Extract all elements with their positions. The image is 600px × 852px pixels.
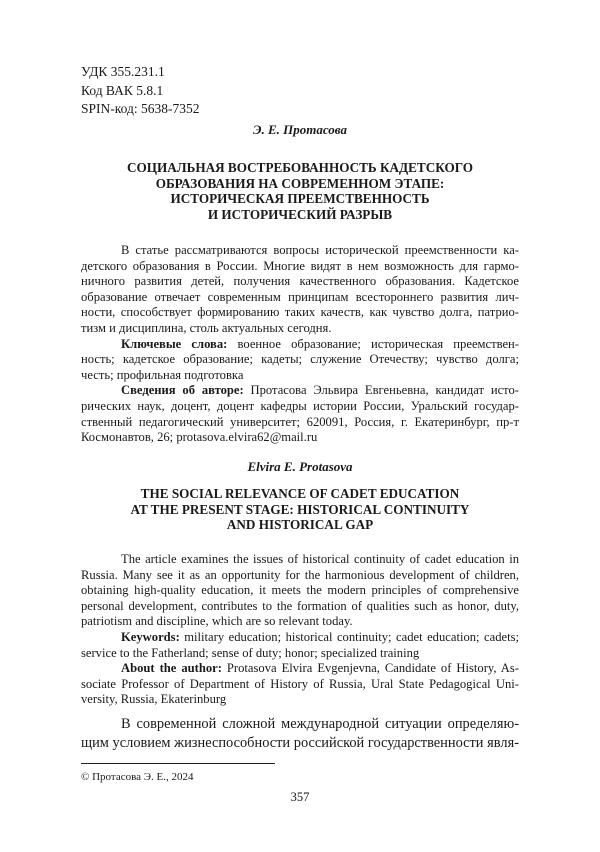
keywords-line: честь; профильная подготовка	[81, 368, 519, 384]
abstract-en	[81, 552, 519, 708]
author-info-label: Сведения об авторе:	[121, 383, 244, 397]
author-info-label: About the author:	[121, 661, 222, 675]
title-line: СОЦИАЛЬНАЯ ВОСТРЕБОВАННОСТЬ КАДЕТСКОГО	[0, 160, 600, 176]
abstract-ru	[81, 243, 519, 446]
article-title-ru	[0, 160, 600, 222]
keywords-text: военное образование; историческая преемствен-	[227, 337, 519, 351]
title-line: AND HISTORICAL GAP	[0, 517, 600, 533]
abstract-line: В статье рассматриваются вопросы исторической преемственности ка-	[81, 243, 519, 259]
author-info-en	[81, 661, 519, 677]
classification-codes	[81, 63, 199, 119]
title-line: AT THE PRESENT STAGE: HISTORICAL CONTINUITY	[0, 502, 600, 518]
author-info-line: Космонавтов, 26; protasova.elvira62@mail.ru	[81, 430, 519, 446]
abstract-line: детского образования в России. Многие видят в нем возможность для гармо-	[81, 259, 519, 275]
footnote-divider	[81, 763, 275, 764]
vak-code: Код ВАК 5.8.1	[81, 82, 199, 101]
abstract-line: The article examines the issues of historical continuity of cadet education in	[81, 552, 519, 568]
title-line: ОБРАЗОВАНИЯ НА СОВРЕМЕННОМ ЭТАПЕ:	[0, 176, 600, 192]
title-line: THE SOCIAL RELEVANCE OF CADET EDUCATION	[0, 486, 600, 502]
author-info-text: Protasova Elvira Evgenjevna, Candidate of History, As-	[222, 661, 519, 675]
keywords-label: Keywords:	[121, 630, 180, 644]
abstract-line: obtaining high-quality education, it meets the modern principles of comprehensive	[81, 583, 519, 599]
author-name-en: Elvira E. Protasova	[0, 459, 600, 475]
udc-code: УДК 355.231.1	[81, 63, 199, 82]
author-info-ru	[81, 383, 519, 399]
keywords-ru	[81, 337, 519, 353]
title-line: ИСТОРИЧЕСКАЯ ПРЕЕМСТВЕННОСТЬ	[0, 191, 600, 207]
body-line: щим условием жизнеспособности российской государственности явля-	[81, 734, 519, 753]
author-info-text: Протасова Эльвира Евгеньевна, кандидат исто-	[244, 383, 519, 397]
body-paragraph	[81, 715, 519, 753]
abstract-line: тизм и дисциплина, столь актуальных сегодня.	[81, 321, 519, 337]
article-page	[0, 0, 600, 852]
abstract-line: personal development, contributes to the formation of qualities such as honor, duty,	[81, 599, 519, 615]
body-line: В современной сложной международной ситуации определяю-	[81, 715, 519, 734]
page-number: 357	[0, 790, 600, 805]
keywords-line: service to the Fatherland; sense of duty; honor; specialized training	[81, 646, 519, 662]
keywords-en	[81, 630, 519, 646]
spin-code: SPIN-код: 5638-7352	[81, 100, 199, 119]
keywords-label: Ключевые слова:	[121, 337, 227, 351]
author-info-line: versity, Russia, Ekaterinburg	[81, 692, 519, 708]
article-title-en	[0, 486, 600, 533]
abstract-line: ности, способствует формированию таких качеств, как чувство долга, патрио-	[81, 305, 519, 321]
author-name-ru: Э. Е. Протасова	[0, 122, 600, 138]
abstract-line: образование отвечает современным принципам всестороннего развития лич-	[81, 290, 519, 306]
author-info-line: рических наук, доцент, доцент кафедры истории России, Уральский государ-	[81, 399, 519, 415]
keywords-text: military education; historical continuity; cadet education; cadets;	[180, 630, 519, 644]
author-info-line: ственный педагогический университет; 620091, Россия, г. Екатеринбург, пр-т	[81, 415, 519, 431]
abstract-line: ничного развития детей, получения качественного образования. Кадетское	[81, 274, 519, 290]
abstract-line: patriotism and discipline, which are so relevant today.	[81, 614, 519, 630]
title-line: И ИСТОРИЧЕСКИЙ РАЗРЫВ	[0, 207, 600, 223]
abstract-line: Russia. Many see it as an opportunity for the harmonious development of children,	[81, 568, 519, 584]
author-info-line: sociate Professor of Department of History of Russia, Ural State Pedagogical Uni-	[81, 677, 519, 693]
keywords-line: ность; кадетское образование; кадеты; служение Отечеству; чувство долга;	[81, 352, 519, 368]
copyright-notice: © Протасова Э. Е., 2024	[81, 771, 194, 783]
